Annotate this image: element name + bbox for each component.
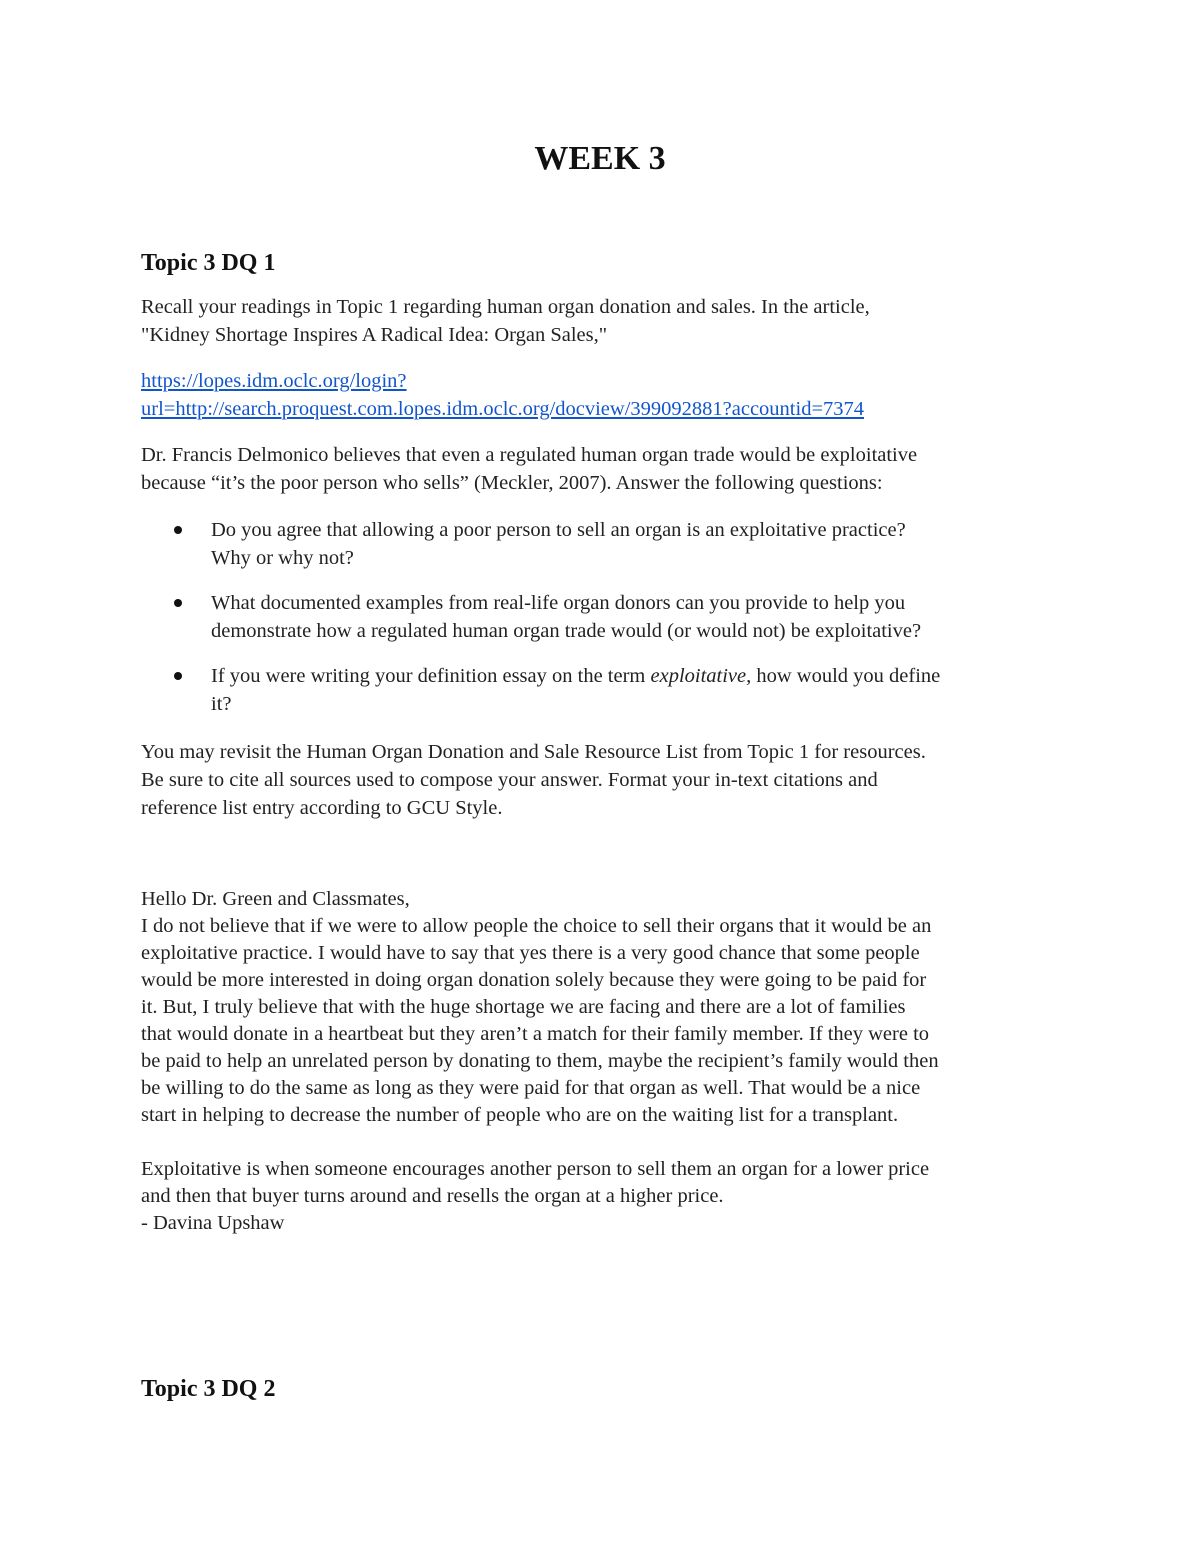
question-line: Why or why not?	[211, 547, 354, 569]
response-greeting: Hello Dr. Green and Classmates,	[141, 888, 410, 910]
question-line: What documented examples from real-life organ donors can you provide to help you	[211, 592, 906, 614]
response-line: would be more interested in doing organ donation solely because they were going to be paid for	[141, 969, 927, 991]
prompt-intro-line: "Kidney Shortage Inspires A Radical Idea: Organ Sales,"	[141, 324, 608, 346]
prompt-intro-line: Recall your readings in Topic 1 regarding human organ donation and sales. In the article,	[141, 296, 870, 318]
bullet-icon	[174, 599, 182, 607]
response-line: be paid to help an unrelated person by donating to them, maybe the recipient’s family would then	[141, 1050, 939, 1072]
prompt-closing-line: You may revisit the Human Organ Donation and Sale Resource List from Topic 1 for resources.	[141, 741, 926, 763]
question-list	[141, 516, 1071, 735]
blank-line	[141, 1129, 1071, 1156]
question-item	[141, 662, 1071, 718]
response-line: and then that buyer turns around and resells the organ at a higher price.	[141, 1185, 724, 1207]
prompt-closing-line: reference list entry according to GCU Style.	[141, 797, 503, 819]
prompt-closing	[141, 738, 1071, 822]
bullet-icon	[174, 672, 182, 680]
topic-1-heading: Topic 3 DQ 1	[141, 250, 276, 276]
response-line: Exploitative is when someone encourages another person to sell them an organ for a lower price	[141, 1158, 930, 1180]
prompt-closing-line: Be sure to cite all sources used to compose your answer. Format your in-text citations and	[141, 769, 878, 791]
article-link[interactable]	[141, 367, 1071, 423]
question-item	[141, 589, 1071, 645]
response-line: that would donate in a heartbeat but they aren’t a match for their family member. If they were to	[141, 1023, 930, 1045]
response-signature: - Davina Upshaw	[141, 1212, 285, 1234]
response-line: start in helping to decrease the number of people who are on the waiting list for a transplant.	[141, 1104, 899, 1126]
question-line: demonstrate how a regulated human organ trade would (or would not) be exploitative?	[211, 620, 922, 642]
question-line: Do you agree that allowing a poor person to sell an organ is an exploitative practice?	[211, 519, 906, 541]
response-line: I do not believe that if we were to allow people the choice to sell their organs that it would be an	[141, 915, 932, 937]
prompt-intro	[141, 293, 1071, 349]
article-link-line[interactable]: https://lopes.idm.oclc.org/login?	[141, 370, 407, 392]
question-item	[141, 516, 1071, 572]
response-line: exploitative practice. I would have to say that yes there is a very good chance that some people	[141, 942, 920, 964]
question-line: it?	[211, 693, 232, 715]
prompt-context	[141, 441, 1071, 497]
article-link-line[interactable]: url=http://search.proquest.com.lopes.idm.oclc.org/docview/399092881?accountid=7374	[141, 398, 865, 420]
prompt-context-line: Dr. Francis Delmonico believes that even a regulated human organ trade would be exploitative	[141, 444, 918, 466]
question-text: how would you define	[751, 665, 941, 687]
question-line	[211, 662, 1071, 690]
response-line: it. But, I truly believe that with the huge shortage we are facing and there are a lot of families	[141, 996, 906, 1018]
response-line: be willing to do the same as long as they were paid for that organ as well. That would be a nice	[141, 1077, 921, 1099]
bullet-icon	[174, 526, 182, 534]
question-text: If you were writing your definition essay on the term	[211, 665, 651, 687]
prompt-context-line: because “it’s the poor person who sells” (Meckler, 2007). Answer the following questions:	[141, 472, 883, 494]
page-title: WEEK 3	[534, 140, 666, 177]
question-emphasis: exploitative,	[650, 665, 752, 687]
student-response	[141, 886, 1071, 1237]
topic-2-heading: Topic 3 DQ 2	[141, 1376, 276, 1402]
